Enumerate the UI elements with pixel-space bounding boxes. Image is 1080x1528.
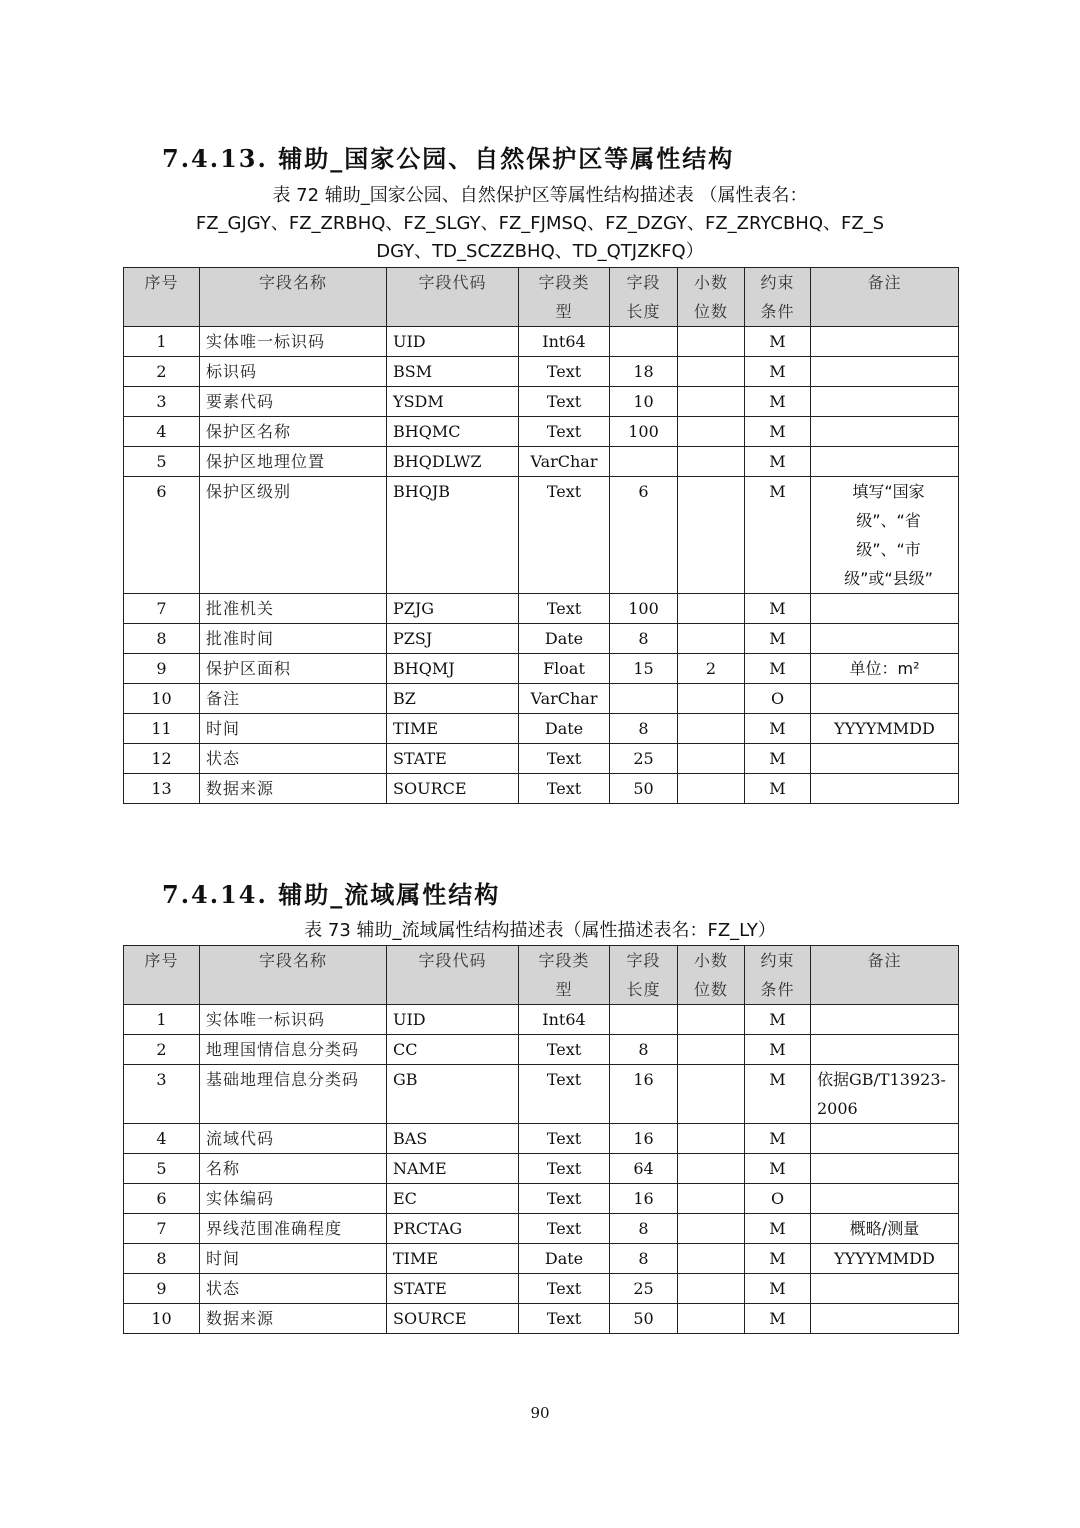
header-length	[610, 268, 678, 327]
cell-length: 50	[610, 774, 678, 804]
header-decimals-line1: 小数	[693, 273, 728, 292]
cell-code: BHQMC	[387, 417, 519, 447]
cell-no: 10	[124, 684, 200, 714]
cell-length: 50	[610, 1304, 678, 1334]
cell-name: 要素代码	[200, 387, 387, 417]
cell-name: 保护区地理位置	[200, 447, 387, 477]
section-heading-7-4-14: 7.4.14. 辅助_流域属性结构	[162, 880, 501, 909]
cell-decimals	[678, 477, 745, 594]
header-type	[519, 946, 610, 1005]
cell-type: VarChar	[519, 447, 610, 477]
cell-code: BHQJB	[387, 477, 519, 594]
cell-no: 3	[124, 1065, 200, 1124]
cell-decimals	[678, 1274, 745, 1304]
cell-no: 2	[124, 1035, 200, 1065]
cell-note	[811, 684, 959, 714]
cell-no: 6	[124, 1184, 200, 1214]
cell-code: PRCTAG	[387, 1214, 519, 1244]
cell-type: Text	[519, 1274, 610, 1304]
cell-type: Text	[519, 387, 610, 417]
header-length-line2: 长度	[626, 302, 661, 321]
attribute-table-73	[123, 945, 959, 1334]
table-row	[124, 774, 959, 804]
cell-type: Text	[519, 1154, 610, 1184]
cell-decimals	[678, 624, 745, 654]
cell-name: 备注	[200, 684, 387, 714]
cell-decimals	[678, 1214, 745, 1244]
cell-no: 7	[124, 594, 200, 624]
cell-name: 时间	[200, 714, 387, 744]
cell-code: SOURCE	[387, 774, 519, 804]
cell-note: YYYYMMDD	[811, 1244, 959, 1274]
table-row	[124, 1184, 959, 1214]
table-row	[124, 714, 959, 744]
cell-no: 8	[124, 624, 200, 654]
cell-decimals	[678, 1035, 745, 1065]
table-row	[124, 624, 959, 654]
cell-name: 批准时间	[200, 624, 387, 654]
cell-constraint: M	[745, 774, 811, 804]
table-row	[124, 1274, 959, 1304]
table-row	[124, 387, 959, 417]
header-no: 序号	[124, 268, 200, 327]
cell-name: 名称	[200, 1154, 387, 1184]
cell-type: Text	[519, 1304, 610, 1334]
cell-note	[811, 387, 959, 417]
cell-code: EC	[387, 1184, 519, 1214]
cell-code: TIME	[387, 714, 519, 744]
cell-no: 9	[124, 654, 200, 684]
cell-code: NAME	[387, 1154, 519, 1184]
cell-code: STATE	[387, 1274, 519, 1304]
cell-code: TIME	[387, 1244, 519, 1274]
table-row	[124, 357, 959, 387]
cell-name: 实体编码	[200, 1184, 387, 1214]
table-row	[124, 447, 959, 477]
header-type-line1: 字段类	[538, 951, 590, 970]
cell-name: 批准机关	[200, 594, 387, 624]
cell-decimals	[678, 357, 745, 387]
cell-code: BHQDLWZ	[387, 447, 519, 477]
cell-constraint: M	[745, 1065, 811, 1124]
cell-constraint: M	[745, 1244, 811, 1274]
cell-name: 地理国情信息分类码	[200, 1035, 387, 1065]
cell-type: Text	[519, 594, 610, 624]
cell-length: 100	[610, 594, 678, 624]
cell-no: 6	[124, 477, 200, 594]
cell-decimals	[678, 1005, 745, 1035]
header-constraint-line1: 约束	[760, 951, 795, 970]
header-name: 字段名称	[200, 268, 387, 327]
cell-name: 流域代码	[200, 1124, 387, 1154]
cell-type: Text	[519, 1065, 610, 1124]
cell-decimals	[678, 714, 745, 744]
cell-code: PZSJ	[387, 624, 519, 654]
cell-length: 8	[610, 624, 678, 654]
table-row	[124, 654, 959, 684]
cell-decimals	[678, 1244, 745, 1274]
cell-constraint: M	[745, 744, 811, 774]
cell-type: Float	[519, 654, 610, 684]
header-name: 字段名称	[200, 946, 387, 1005]
cell-length: 16	[610, 1065, 678, 1124]
cell-note	[811, 774, 959, 804]
cell-type: Int64	[519, 1005, 610, 1035]
table-row	[124, 1124, 959, 1154]
cell-constraint: M	[745, 714, 811, 744]
header-decimals-line2: 位数	[693, 980, 728, 999]
header-no: 序号	[124, 946, 200, 1005]
cell-note	[811, 1154, 959, 1184]
header-decimals	[678, 946, 745, 1005]
table-row	[124, 684, 959, 714]
cell-no: 7	[124, 1214, 200, 1244]
header-decimals	[678, 268, 745, 327]
page-number: 90	[530, 1404, 550, 1422]
cell-name: 实体唯一标识码	[200, 1005, 387, 1035]
cell-length: 15	[610, 654, 678, 684]
cell-type: Date	[519, 624, 610, 654]
cell-note	[811, 1184, 959, 1214]
cell-type: Text	[519, 1214, 610, 1244]
cell-note	[811, 327, 959, 357]
cell-constraint: M	[745, 327, 811, 357]
caption-line: FZ_GJGY、FZ_ZRBHQ、FZ_SLGY、FZ_FJMSQ、FZ_DZGY、FZ_ZRYCBHQ、FZ_S	[195, 213, 885, 234]
cell-type: Text	[519, 1124, 610, 1154]
cell-length: 25	[610, 1274, 678, 1304]
cell-no: 13	[124, 774, 200, 804]
header-constraint	[745, 946, 811, 1005]
cell-decimals	[678, 1184, 745, 1214]
cell-length: 16	[610, 1124, 678, 1154]
cell-note	[811, 1274, 959, 1304]
cell-name: 保护区面积	[200, 654, 387, 684]
header-length-line2: 长度	[626, 980, 661, 999]
cell-name: 状态	[200, 1274, 387, 1304]
cell-code: GB	[387, 1065, 519, 1124]
cell-decimals	[678, 774, 745, 804]
cell-code: PZJG	[387, 594, 519, 624]
table-body	[124, 327, 959, 804]
cell-name: 标识码	[200, 357, 387, 387]
cell-type: Int64	[519, 327, 610, 357]
cell-name: 时间	[200, 1244, 387, 1274]
table-row	[124, 477, 959, 594]
cell-type: Text	[519, 744, 610, 774]
cell-decimals: 2	[678, 654, 745, 684]
cell-name: 保护区名称	[200, 417, 387, 447]
cell-constraint: M	[745, 477, 811, 594]
cell-no: 1	[124, 327, 200, 357]
cell-no: 2	[124, 357, 200, 387]
cell-length: 10	[610, 387, 678, 417]
cell-type: Text	[519, 417, 610, 447]
cell-code: YSDM	[387, 387, 519, 417]
cell-note: 单位：m²	[811, 654, 959, 684]
cell-no: 9	[124, 1274, 200, 1304]
cell-name: 数据来源	[200, 1304, 387, 1334]
header-decimals-line2: 位数	[693, 302, 728, 321]
caption-line: 表 73 辅助_流域属性结构描述表（属性描述表名：FZ_LY）	[304, 920, 776, 941]
cell-constraint: M	[745, 1124, 811, 1154]
table-row	[124, 1035, 959, 1065]
cell-length: 18	[610, 357, 678, 387]
table-body	[124, 1005, 959, 1334]
cell-constraint: M	[745, 1005, 811, 1035]
cell-code: BAS	[387, 1124, 519, 1154]
table-row	[124, 594, 959, 624]
cell-name: 界线范围准确程度	[200, 1214, 387, 1244]
header-note: 备注	[811, 946, 959, 1005]
cell-no: 3	[124, 387, 200, 417]
cell-note	[811, 417, 959, 447]
cell-code: CC	[387, 1035, 519, 1065]
table-row	[124, 417, 959, 447]
cell-type: Text	[519, 1184, 610, 1214]
cell-note	[811, 1304, 959, 1334]
cell-note	[811, 357, 959, 387]
attribute-table-72	[123, 267, 959, 804]
table-73-caption	[122, 917, 958, 945]
cell-no: 5	[124, 1154, 200, 1184]
cell-length	[610, 447, 678, 477]
cell-name: 基础地理信息分类码	[200, 1065, 387, 1124]
header-type	[519, 268, 610, 327]
cell-type: Text	[519, 774, 610, 804]
cell-decimals	[678, 447, 745, 477]
cell-note	[811, 1035, 959, 1065]
cell-note: YYYYMMDD	[811, 714, 959, 744]
cell-constraint: M	[745, 417, 811, 447]
cell-no: 1	[124, 1005, 200, 1035]
caption-line: DGY、TD_SCZZBHQ、TD_QTJZKFQ）	[376, 241, 704, 262]
table-row	[124, 1214, 959, 1244]
cell-type: Text	[519, 477, 610, 594]
cell-no: 4	[124, 1124, 200, 1154]
cell-decimals	[678, 387, 745, 417]
cell-constraint: M	[745, 1274, 811, 1304]
cell-name: 实体唯一标识码	[200, 327, 387, 357]
cell-constraint: O	[745, 1184, 811, 1214]
table-row	[124, 327, 959, 357]
section-heading-7-4-13: 7.4.13. 辅助_国家公园、自然保护区等属性结构	[162, 144, 735, 173]
cell-name: 数据来源	[200, 774, 387, 804]
cell-decimals	[678, 1304, 745, 1334]
table-row	[124, 1154, 959, 1184]
table-row	[124, 1005, 959, 1035]
header-length-line1: 字段	[626, 273, 661, 292]
cell-length: 25	[610, 744, 678, 774]
cell-note: 概略/测量	[811, 1214, 959, 1244]
cell-code: SOURCE	[387, 1304, 519, 1334]
cell-no: 12	[124, 744, 200, 774]
cell-note: 填写“国家级”、“省级”、“市级”或“县级”	[811, 477, 959, 594]
cell-constraint: O	[745, 684, 811, 714]
header-type-line2: 型	[555, 980, 573, 999]
cell-code: UID	[387, 1005, 519, 1035]
cell-constraint: M	[745, 594, 811, 624]
cell-no: 4	[124, 417, 200, 447]
cell-note	[811, 594, 959, 624]
cell-constraint: M	[745, 1214, 811, 1244]
cell-constraint: M	[745, 1304, 811, 1334]
table-72-caption	[122, 182, 958, 266]
cell-type: Text	[519, 1035, 610, 1065]
header-constraint-line1: 约束	[760, 273, 795, 292]
header-type-line1: 字段类	[538, 273, 590, 292]
header-decimals-line1: 小数	[693, 951, 728, 970]
cell-constraint: M	[745, 1154, 811, 1184]
header-constraint	[745, 268, 811, 327]
cell-decimals	[678, 417, 745, 447]
cell-type: VarChar	[519, 684, 610, 714]
cell-length: 64	[610, 1154, 678, 1184]
cell-length: 8	[610, 1035, 678, 1065]
cell-note	[811, 744, 959, 774]
cell-note	[811, 1005, 959, 1035]
header-length	[610, 946, 678, 1005]
cell-note	[811, 624, 959, 654]
cell-length: 8	[610, 714, 678, 744]
cell-type: Date	[519, 1244, 610, 1274]
cell-no: 11	[124, 714, 200, 744]
cell-type: Text	[519, 357, 610, 387]
cell-no: 8	[124, 1244, 200, 1274]
table-header	[124, 268, 959, 327]
table-row	[124, 1065, 959, 1124]
cell-length: 8	[610, 1244, 678, 1274]
cell-length: 6	[610, 477, 678, 594]
header-note: 备注	[811, 268, 959, 327]
cell-decimals	[678, 327, 745, 357]
cell-decimals	[678, 594, 745, 624]
cell-length	[610, 684, 678, 714]
cell-length: 16	[610, 1184, 678, 1214]
table-row	[124, 744, 959, 774]
cell-no: 5	[124, 447, 200, 477]
header-code: 字段代码	[387, 946, 519, 1005]
header-type-line2: 型	[555, 302, 573, 321]
cell-constraint: M	[745, 1035, 811, 1065]
table-header	[124, 946, 959, 1005]
cell-constraint: M	[745, 447, 811, 477]
cell-code: STATE	[387, 744, 519, 774]
cell-decimals	[678, 1124, 745, 1154]
cell-decimals	[678, 684, 745, 714]
cell-note	[811, 1124, 959, 1154]
cell-length: 8	[610, 1214, 678, 1244]
cell-type: Date	[519, 714, 610, 744]
cell-decimals	[678, 744, 745, 774]
cell-length	[610, 1005, 678, 1035]
cell-length	[610, 327, 678, 357]
cell-note: 依据GB/T13923-2006	[811, 1065, 959, 1124]
cell-note	[811, 447, 959, 477]
cell-no: 10	[124, 1304, 200, 1334]
cell-code: BSM	[387, 357, 519, 387]
cell-constraint: M	[745, 654, 811, 684]
cell-decimals	[678, 1154, 745, 1184]
cell-name: 保护区级别	[200, 477, 387, 594]
cell-name: 状态	[200, 744, 387, 774]
cell-constraint: M	[745, 387, 811, 417]
header-length-line1: 字段	[626, 951, 661, 970]
caption-line: 表 72 辅助_国家公园、自然保护区等属性结构描述表 （属性表名：	[272, 185, 808, 206]
cell-code: UID	[387, 327, 519, 357]
cell-code: BHQMJ	[387, 654, 519, 684]
cell-constraint: M	[745, 357, 811, 387]
cell-code: BZ	[387, 684, 519, 714]
header-code: 字段代码	[387, 268, 519, 327]
cell-decimals	[678, 1065, 745, 1124]
cell-constraint: M	[745, 624, 811, 654]
table-row	[124, 1244, 959, 1274]
table-row	[124, 1304, 959, 1334]
header-constraint-line2: 条件	[760, 980, 795, 999]
header-constraint-line2: 条件	[760, 302, 795, 321]
cell-length: 100	[610, 417, 678, 447]
